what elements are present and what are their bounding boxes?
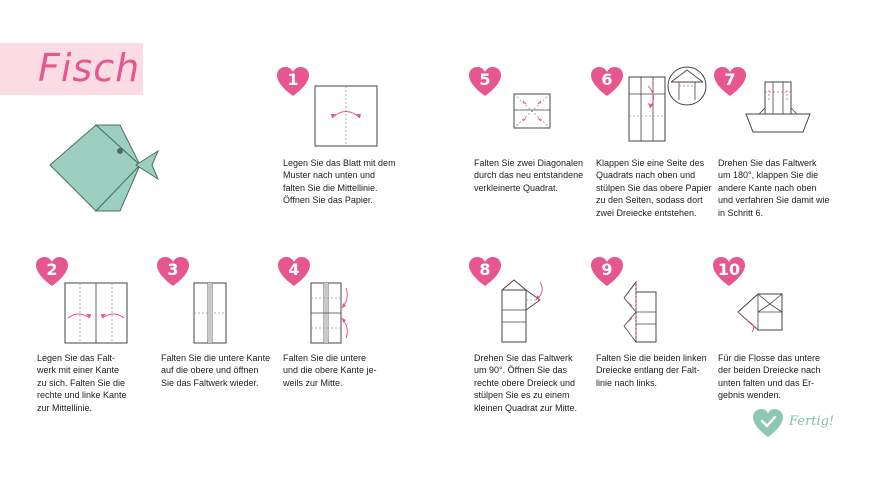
checkmark-icon bbox=[752, 407, 784, 439]
step-9-diagram bbox=[620, 280, 660, 344]
heart-icon: 2 bbox=[35, 256, 69, 288]
heart-icon: 3 bbox=[156, 256, 190, 288]
done-label: Fertig! bbox=[789, 414, 835, 429]
done-badge bbox=[752, 407, 842, 441]
fish-illustration bbox=[48, 123, 160, 215]
heart-icon: 6 bbox=[590, 66, 624, 98]
heart-icon: 1 bbox=[276, 66, 310, 98]
heart-icon: 10 bbox=[712, 256, 746, 288]
step-1-diagram bbox=[314, 85, 378, 147]
heart-icon: 8 bbox=[468, 256, 502, 288]
step-8-diagram bbox=[500, 278, 550, 344]
step-10-diagram bbox=[736, 292, 786, 334]
page-title: Fisch bbox=[38, 46, 141, 90]
heart-icon: 9 bbox=[590, 256, 624, 288]
step-6-diagram bbox=[628, 76, 666, 142]
step-6-detail-diagram bbox=[667, 66, 707, 106]
step-2-diagram bbox=[64, 282, 128, 344]
heart-icon: 7 bbox=[713, 66, 747, 98]
step-7-diagram bbox=[745, 80, 811, 134]
step-5-diagram bbox=[513, 93, 551, 129]
heart-icon: 5 bbox=[468, 66, 502, 98]
step-3-diagram bbox=[193, 282, 227, 344]
step-4-diagram bbox=[310, 282, 350, 344]
heart-icon: 4 bbox=[277, 256, 311, 288]
